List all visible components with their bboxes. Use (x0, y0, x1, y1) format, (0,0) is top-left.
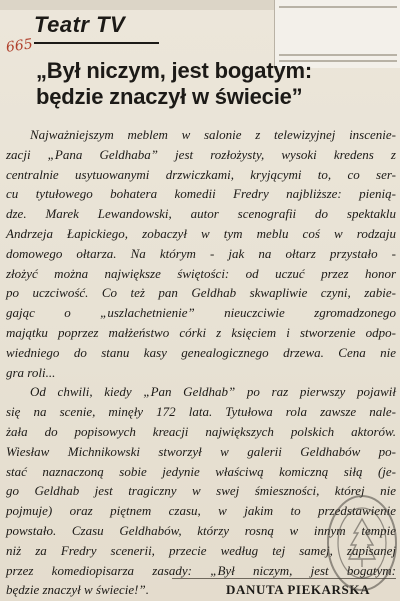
body-line: stać naznaczoną sobie jedynie właściwą komiczną siłą (je- (6, 463, 396, 479)
body-line: go Geldhab jest tragiczny w swej śmieszności, której nie (6, 483, 396, 499)
body-line: się na scenie, minęły 172 lata. Tytułowa rola zawsze nale- (6, 404, 396, 420)
body-line: gra roli... (6, 364, 56, 380)
body-line: po uczciwość. Co też pan Geldhab skwapliwie czyni, zabie- (6, 285, 396, 301)
author-byline: DANUTA PIEKARSKA (226, 582, 371, 597)
body-line: będzie znaczył w świecie!”. (6, 582, 149, 598)
body-line: dze. Marek Lewandowski, autor scenografii do spektaklu (6, 206, 396, 222)
library-stamp-icon (325, 493, 399, 593)
section-header (34, 10, 159, 44)
body-line: domowego ołtarza. Na którym - jak na ołtarz przystało - (6, 245, 396, 261)
body-line: majątku poprzez małżeństwo córki z księciem i stworzenie odpo- (6, 324, 396, 340)
body-line: cu tytułowego bohatera komedii Fredry najbliższe: pienią- (6, 186, 396, 202)
body-line: Od chwili, kiedy „Pan Geldhab” po raz pierwszy pojawił (30, 384, 396, 400)
handwritten-note: 665 (5, 36, 34, 56)
body-line: centralnie usytuowanymi drzwiczkami, kryjącymi to, co ser- (6, 166, 396, 182)
body-line: złożyć można największe świętości: od uczuć przez honor (6, 265, 396, 281)
body-line: Andrzeja Łapickiego, zobaczył w tym meblu coś w rodzaju (6, 225, 396, 241)
body-line: gając o „uszlachetnienie” nieuczciwie zgromadzonego (6, 305, 396, 321)
body-line: powstało. Czasu Geldhabów, którzy rosną w innym tempie (6, 522, 396, 538)
body-line: przez komediopisarza zasady: „Był niczym, jest bogatym: (6, 562, 396, 578)
body-line: Najważniejszym meblem w salonie z telewizyjnej inscenie- (30, 127, 396, 142)
body-line: żała do popisowych kreacji największych polskich aktorów. (6, 423, 396, 439)
section-title: Teatr TV (34, 12, 126, 37)
headline-line: „Był niczym, jest bogatym: (36, 58, 312, 83)
divider (279, 6, 397, 8)
body-line: pojmuje) oraz piętnem czasu, w jakim to przedstawienie (6, 503, 396, 519)
headline-line: będzie znaczył w świecie” (36, 84, 303, 109)
article-headline (36, 58, 398, 110)
body-line: Wiesław Michnikowski stworzył w galerii Geldhabów po- (6, 443, 396, 459)
divider (279, 54, 397, 56)
body-line: niż za Fredry scenerii, przecie według tej samej, zapisanej (6, 542, 396, 558)
body-line: wiedniego do stanu kasy genealogicznego drzewa. Cena nie (6, 344, 396, 360)
body-line: zacji „Pana Geldhaba” jest rozłożysty, wysoki kredens z (6, 146, 396, 162)
